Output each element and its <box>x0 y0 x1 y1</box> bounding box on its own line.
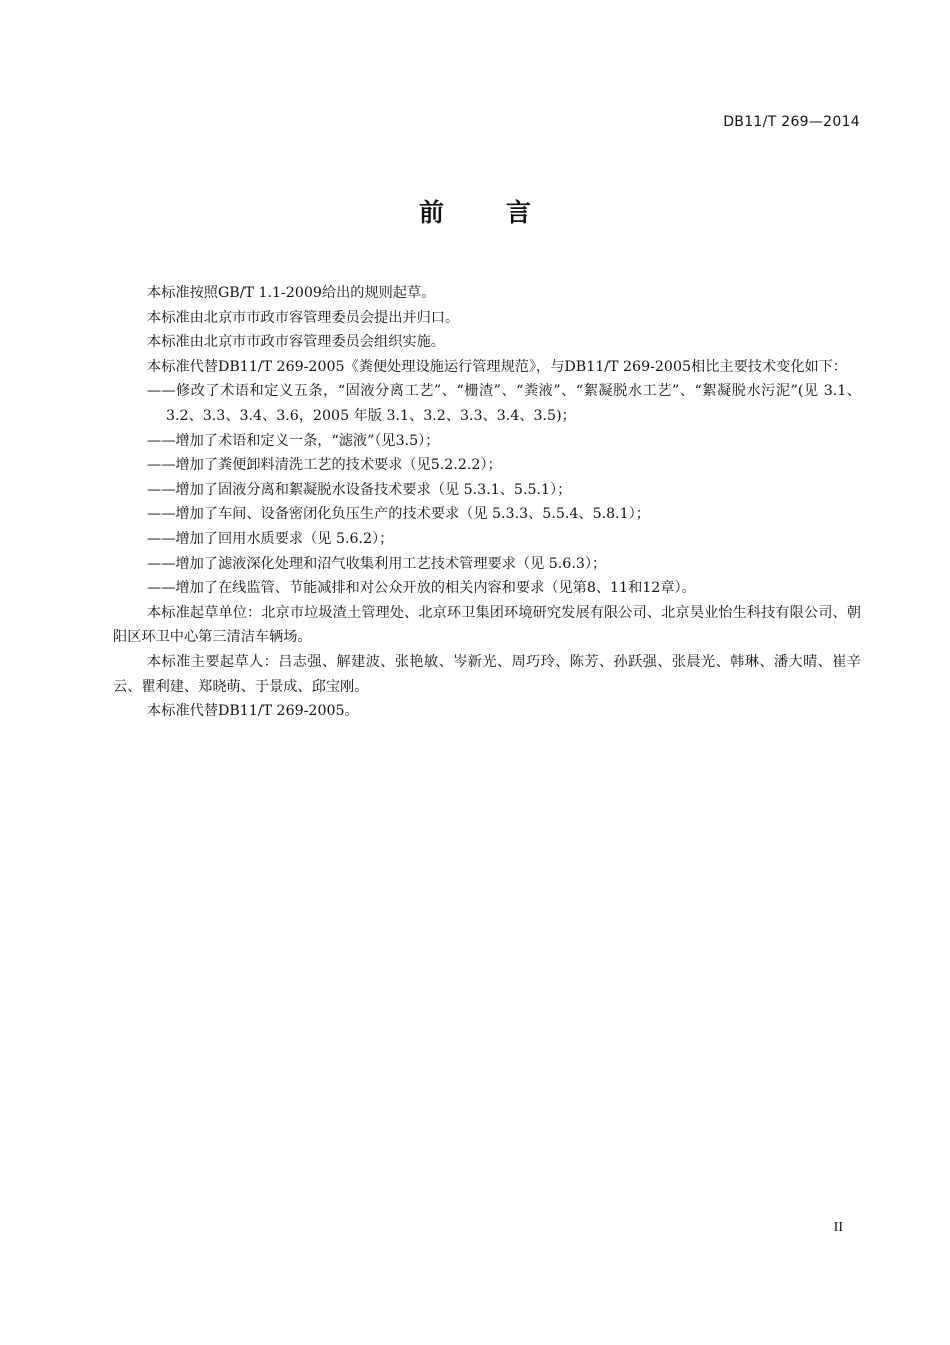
page-title: 前言 <box>418 198 593 227</box>
change-item: ——增加了固液分离和絮凝脱水设备技术要求（见 5.3.1、5.5.1）； <box>147 481 572 498</box>
change-item: ——增加了粪便卸料清洗工艺的技术要求（见5.2.2.2）； <box>147 457 502 474</box>
document-code: DB11/T 269—2014 <box>723 114 860 130</box>
paragraph-replaces: 本标准代替DB11/T 269-2005。 <box>147 703 359 720</box>
change-item: ——增加了车间、设备密闭化负压生产的技术要求（见 5.3.3、5.5.4、5.8.1）； <box>147 506 650 523</box>
paragraph-drafters: 本标准主要起草人：吕志强、解建波、张艳敏、岑新光、周巧玲、陈芳、孙跃强、张晨光、韩琳、潘大晴、崔辛云、瞿利建、郑晓萌、于景成、邱宝刚。 <box>113 653 861 695</box>
change-item: ——增加了在线监管、节能减排和对公众开放的相关内容和要求（见第8、11和12章）。 <box>147 580 696 597</box>
change-item: ——增加了回用水质要求（见 5.6.2）； <box>147 530 394 547</box>
paragraph-proposer: 本标准由北京市市政市容管理委员会提出并归口。 <box>147 309 460 326</box>
paragraph-replacement-changes: 本标准代替DB11/T 269-2005《粪便处理设施运行管理规范》，与DB11/T 269-2005相比主要技术变化如下： <box>147 358 848 375</box>
paragraph-drafting-units: 本标准起草单位：北京市垃圾渣土管理处、北京环卫集团环境研究发展有限公司、北京昊业怡生科技有限公司、朝阳区环卫中心第三清洁车辆场。 <box>113 604 861 646</box>
foreword-body <box>113 281 861 724</box>
page-number: II <box>833 1220 843 1235</box>
change-item: ——增加了术语和定义一条，“滤液”（见3.5）； <box>147 432 440 449</box>
change-item: ——修改了术语和定义五条，“固液分离工艺”、“栅渣”、“粪液”、“絮凝脱水工艺”、“絮凝脱水污泥”(见 3.1、3.2、3.3、3.4、3.6，2005 年版 3.1、3.2、3.3、3.4、3.5)； <box>147 383 861 424</box>
change-item: ——增加了滤液深化处理和沼气收集利用工艺技术管理要求（见 5.6.3）； <box>147 555 607 572</box>
paragraph-implementer: 本标准由北京市市政市容管理委员会组织实施。 <box>147 334 445 351</box>
paragraph-drafting-rules: 本标准按照GB/T 1.1-2009给出的规则起草。 <box>147 285 436 301</box>
